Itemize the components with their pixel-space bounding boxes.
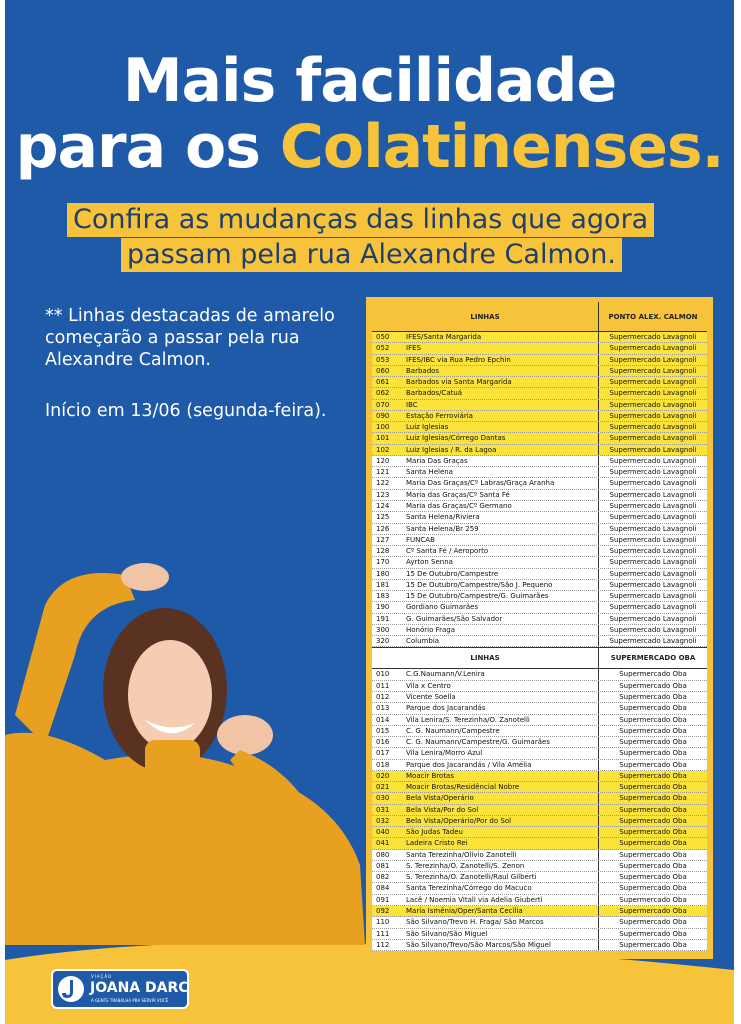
line-code: 091 — [376, 895, 390, 904]
line-code: 110 — [376, 918, 390, 927]
start-date-note: Início em 13/06 (segunda-feira). — [45, 401, 327, 421]
stop-name: Supermercado Oba — [619, 884, 687, 893]
stop-name: Supermercado Lavagnoli — [609, 569, 697, 578]
line-name: Parque dos Jacarandás — [406, 703, 599, 713]
line-name: S. Terezinha/O. Zanotelli/S. Zenon — [406, 861, 599, 871]
stop-name: Supermercado Lavagnoli — [609, 637, 697, 646]
table-row — [372, 872, 707, 883]
line-code: 191 — [376, 614, 390, 623]
stop-name: Supermercado Oba — [619, 907, 687, 916]
line-code: 180 — [376, 569, 390, 578]
table-row — [372, 703, 707, 714]
stop-name: Supermercado Oba — [619, 760, 687, 769]
table-row — [372, 816, 707, 827]
line-name: IFES/IBC via Rua Pedro Epchin — [406, 355, 599, 365]
line-code: 127 — [376, 535, 390, 544]
line-code: 052 — [376, 344, 390, 353]
line-code: 080 — [376, 850, 390, 859]
line-code: 041 — [376, 839, 390, 848]
line-code: 011 — [376, 681, 390, 690]
line-code: 018 — [376, 760, 390, 769]
stop-name: Supermercado Lavagnoli — [609, 378, 697, 387]
table-row — [372, 715, 707, 726]
line-name: Honório Fraga — [406, 625, 599, 635]
line-name: Bela Vista/Operário — [406, 793, 599, 803]
table-row — [372, 411, 707, 422]
line-code: 062 — [376, 389, 390, 398]
company-logo — [51, 969, 189, 1009]
table-row — [372, 343, 707, 354]
line-name: Gordiano Guimarães — [406, 602, 599, 612]
table-row — [372, 681, 707, 692]
table-inner — [372, 302, 707, 951]
table-row — [372, 737, 707, 748]
line-code: 090 — [376, 411, 390, 420]
line-name: São Judas Tadeu — [406, 827, 599, 837]
stop-name: Supermercado Oba — [619, 783, 687, 792]
line-name: Ayrton Senna — [406, 557, 599, 567]
stop-name: Supermercado Lavagnoli — [609, 479, 697, 488]
rows-alex-calmon — [372, 332, 707, 647]
table-row — [372, 569, 707, 580]
line-code: 122 — [376, 479, 390, 488]
stop-name: Supermercado Lavagnoli — [609, 614, 697, 623]
line-name: Cº Santa Fé / Aeroporto — [406, 546, 599, 556]
line-code: 032 — [376, 816, 390, 825]
line-name: Lacê / Noemia Vitali via Adelia Giuberti — [406, 895, 599, 905]
table-header-oba — [372, 647, 707, 669]
line-code: 084 — [376, 884, 390, 893]
table-row — [372, 524, 707, 535]
line-code: 013 — [376, 704, 390, 713]
stop-name: Supermercado Lavagnoli — [609, 434, 697, 443]
stop-name: Supermercado Oba — [619, 794, 687, 803]
stop-name: Supermercado Oba — [619, 861, 687, 870]
table-row — [372, 726, 707, 737]
stop-name: Supermercado Oba — [619, 738, 687, 747]
table-row — [372, 793, 707, 804]
line-name: Vicente Soella — [406, 692, 599, 702]
stop-name: Supermercado Lavagnoli — [609, 625, 697, 634]
stop-name: Supermercado Lavagnoli — [609, 592, 697, 601]
line-code: 061 — [376, 378, 390, 387]
stop-name: Supermercado Oba — [619, 816, 687, 825]
stop-name: Supermercado Lavagnoli — [609, 501, 697, 510]
stop-name: Supermercado Oba — [619, 749, 687, 758]
bus-lines-table — [366, 297, 713, 959]
stop-name: Supermercado Lavagnoli — [609, 524, 697, 533]
table-row — [372, 782, 707, 793]
stop-name: Supermercado Oba — [619, 873, 687, 882]
table-row — [372, 895, 707, 906]
stop-name: Supermercado Oba — [619, 940, 687, 949]
table-row — [372, 805, 707, 816]
stop-name: Supermercado Oba — [619, 918, 687, 927]
line-name: Columbia — [406, 636, 599, 646]
table-row — [372, 580, 707, 591]
line-code: 125 — [376, 513, 390, 522]
table-row — [372, 557, 707, 568]
stop-name: Supermercado Lavagnoli — [609, 366, 697, 375]
stop-name: Supermercado Lavagnoli — [609, 456, 697, 465]
table-row — [372, 940, 707, 951]
table-row — [372, 445, 707, 456]
line-code: 053 — [376, 355, 390, 364]
line-code: 081 — [376, 861, 390, 870]
table-row — [372, 850, 707, 861]
line-code: 016 — [376, 738, 390, 747]
line-code: 181 — [376, 580, 390, 589]
stop-name: Supermercado Lavagnoli — [609, 490, 697, 499]
line-code: 170 — [376, 558, 390, 567]
stop-name: Supermercado Oba — [619, 895, 687, 904]
stop-name: Supermercado Lavagnoli — [609, 547, 697, 556]
table-row — [372, 827, 707, 838]
line-name: Luiz Iglesias/Córrego Dantas — [406, 433, 599, 443]
table-row — [372, 636, 707, 647]
line-code: 124 — [376, 501, 390, 510]
table-row — [372, 366, 707, 377]
line-code: 014 — [376, 715, 390, 724]
line-name: IBC — [406, 400, 599, 410]
rows-oba — [372, 669, 707, 951]
headline-line-1: Mais facilidade — [122, 46, 617, 116]
line-code: 040 — [376, 828, 390, 837]
table-row — [372, 760, 707, 771]
table-row — [372, 467, 707, 478]
line-code: 126 — [376, 524, 390, 533]
line-code: 300 — [376, 625, 390, 634]
line-code: 060 — [376, 366, 390, 375]
table-header-alex-calmon — [372, 302, 707, 332]
stop-name: Supermercado Lavagnoli — [609, 400, 697, 409]
stop-name: Supermercado Lavagnoli — [609, 558, 697, 567]
stop-name: Supermercado Lavagnoli — [609, 355, 697, 364]
line-code: 121 — [376, 468, 390, 477]
line-code: 050 — [376, 333, 390, 341]
table-row — [372, 614, 707, 625]
stop-name: Supermercado Lavagnoli — [609, 389, 697, 398]
line-code: 100 — [376, 423, 390, 432]
headline-prefix: para os — [15, 112, 280, 182]
line-name: FUNCAB — [406, 535, 599, 545]
stop-name: Supermercado Oba — [619, 704, 687, 713]
line-code: 092 — [376, 907, 390, 916]
line-code: 017 — [376, 749, 390, 758]
column-header-lines: LINHAS — [372, 648, 599, 668]
line-name: São Silvano/São Miguel — [406, 929, 599, 939]
line-code: 030 — [376, 794, 390, 803]
line-code: 101 — [376, 434, 390, 443]
stop-name: Supermercado Lavagnoli — [609, 580, 697, 589]
poster — [5, 0, 734, 1024]
table-row — [372, 377, 707, 388]
stop-name: Supermercado Lavagnoli — [609, 445, 697, 454]
stop-name: Supermercado Oba — [619, 828, 687, 837]
stop-name: Supermercado Lavagnoli — [609, 468, 697, 477]
table-row — [372, 546, 707, 557]
line-code: 112 — [376, 940, 390, 949]
line-name: Maria Das Graças — [406, 456, 599, 466]
line-code: 120 — [376, 456, 390, 465]
line-code: 128 — [376, 547, 390, 556]
line-name: Bela Vista/Por do Sol — [406, 805, 599, 815]
table-row — [372, 625, 707, 636]
table-row — [372, 355, 707, 366]
line-name: IFES — [406, 343, 599, 353]
line-name: Barbados/Catuá — [406, 388, 599, 398]
table-row — [372, 456, 707, 467]
column-header-lines: LINHAS — [372, 302, 599, 331]
line-name: Maria das Graças/Cº Santa Fé — [406, 490, 599, 500]
stop-name: Supermercado Oba — [619, 929, 687, 938]
line-name: 15 De Outubro/Campestre/G. Guimarães — [406, 591, 599, 601]
stop-name: Supermercado Lavagnoli — [609, 513, 697, 522]
table-row — [372, 512, 707, 523]
line-code: 123 — [376, 490, 390, 499]
stop-name: Supermercado Oba — [619, 692, 687, 701]
line-code: 015 — [376, 726, 390, 735]
line-code: 190 — [376, 603, 390, 612]
line-code: 031 — [376, 805, 390, 814]
table-row — [372, 602, 707, 613]
table-row — [372, 388, 707, 399]
line-name: Santa Helena/Riviera — [406, 512, 599, 522]
table-row — [372, 748, 707, 759]
stop-name: Supermercado Oba — [619, 850, 687, 859]
line-code: 020 — [376, 771, 390, 780]
table-row — [372, 771, 707, 782]
line-code: 082 — [376, 873, 390, 882]
stop-name: Supermercado Oba — [619, 715, 687, 724]
headline-line-2 — [5, 114, 734, 180]
table-row — [372, 433, 707, 444]
line-name: Moacir Brotas/Residêncial Nobre — [406, 782, 599, 792]
stop-name: Supermercado Lavagnoli — [609, 411, 697, 420]
table-row — [372, 535, 707, 546]
line-code: 012 — [376, 692, 390, 701]
line-name: Parque dos Jacarandás / Vila Amélia — [406, 760, 599, 770]
stop-name: Supermercado Oba — [619, 670, 687, 679]
line-name: C. G. Naumann/Campestre/G. Guimarães — [406, 737, 599, 747]
line-code: 021 — [376, 783, 390, 792]
line-code: 320 — [376, 637, 390, 646]
column-header-stop: PONTO ALEX. CALMON — [608, 312, 698, 321]
line-name: Bela Vista/Operário/Por do Sol — [406, 816, 599, 826]
line-name: C.G.Naumann/V.Lenira — [406, 669, 599, 679]
stop-name: Supermercado Lavagnoli — [609, 344, 697, 353]
line-name: IFES/Santa Margarida — [406, 332, 599, 342]
table-row — [372, 929, 707, 940]
line-code: 102 — [376, 445, 390, 454]
line-name: S. Terezinha/O. Zanotelli/Raul Gilberti — [406, 872, 599, 882]
subtitle-line-2: passam pela rua Alexandre Calmon. — [121, 238, 622, 272]
line-name: Vila x Centro — [406, 681, 599, 691]
stop-name: Supermercado Oba — [619, 839, 687, 848]
line-name: Ladeira Cristo Rei — [406, 838, 599, 848]
stop-name: Supermercado Lavagnoli — [609, 535, 697, 544]
line-name: Maria Ismênia/Oper/Santa Cecília — [406, 906, 599, 916]
line-name: Santa Terezinha/Córrego do Macuco — [406, 883, 599, 893]
line-name: 15 De Outubro/Campestre/São J. Pequeno — [406, 580, 599, 590]
line-code: 111 — [376, 929, 390, 938]
logo-name: JOANA DARC — [90, 980, 189, 996]
joana-darc-logo-icon — [57, 975, 85, 1003]
column-header-stop: SUPERMERCADO OBA — [610, 654, 696, 663]
table-row — [372, 861, 707, 872]
table-row — [372, 422, 707, 433]
logo-prefix: VIAÇÃO — [91, 974, 113, 979]
stop-name: Supermercado Lavagnoli — [609, 423, 697, 432]
line-code: 070 — [376, 400, 390, 409]
table-row — [372, 400, 707, 411]
line-name: Estação Ferroviária — [406, 411, 599, 421]
line-name: Santa Terezinha/Olívio Zanotelli — [406, 850, 599, 860]
table-row — [372, 692, 707, 703]
table-row — [372, 501, 707, 512]
line-name: Luiz Iglesias — [406, 422, 599, 432]
table-row — [372, 906, 707, 917]
line-name: C. G. Naumann/Campestre — [406, 726, 599, 736]
line-name: 15 De Outubro/Campestre — [406, 569, 599, 579]
stop-name: Supermercado Lavagnoli — [609, 603, 697, 612]
highlight-note: ** Linhas destacadas de amarelo começarão a passar pela rua Alexandre Calmon. — [45, 306, 335, 370]
table-row — [372, 883, 707, 894]
table-row — [372, 490, 707, 501]
line-name: Barbados via Santa Margarida — [406, 377, 599, 387]
stop-name: Supermercado Lavagnoli — [609, 333, 697, 341]
line-name: Maria das Graças/Cº Germano — [406, 501, 599, 511]
line-name: São Silvano/Trevo/São Marcos/São Miguel — [406, 940, 599, 950]
table-row — [372, 591, 707, 602]
logo-tagline: A GENTE TRABALHA PRA SERVIR VOCÊ — [91, 998, 169, 1003]
line-name: Santa Helena — [406, 467, 599, 477]
line-code: 010 — [376, 670, 390, 679]
stop-name: Supermercado Oba — [619, 726, 687, 735]
line-name: Luiz Iglesias / R. da Lagoa — [406, 445, 599, 455]
woman-photo — [5, 545, 365, 945]
subtitle-line-1: Confira as mudanças das linhas que agora — [67, 203, 654, 237]
line-name: São Silvano/Trevo H. Fraga/ São Marcos — [406, 917, 599, 927]
stop-name: Supermercado Oba — [619, 681, 687, 690]
line-name: Barbados — [406, 366, 599, 376]
table-row — [372, 478, 707, 489]
line-name: Santa Helena/Br 259 — [406, 524, 599, 534]
line-name: G. Guimarães/São Salvador — [406, 614, 599, 624]
table-row — [372, 669, 707, 680]
line-name: Moacir Brotas — [406, 771, 599, 781]
line-name: Vila Lenira/S. Terezinha/O. Zanotelli — [406, 715, 599, 725]
stop-name: Supermercado Oba — [619, 805, 687, 814]
stop-name: Supermercado Oba — [619, 771, 687, 780]
table-row — [372, 332, 707, 343]
headline-accent: Colatinenses. — [279, 112, 724, 182]
line-code: 183 — [376, 592, 390, 601]
table-row — [372, 917, 707, 928]
table-row — [372, 838, 707, 849]
line-name: Vila Lenira/Morro Azul — [406, 748, 599, 758]
line-name: Maria Das Graças/Cº Labras/Graça Aranha — [406, 478, 599, 488]
